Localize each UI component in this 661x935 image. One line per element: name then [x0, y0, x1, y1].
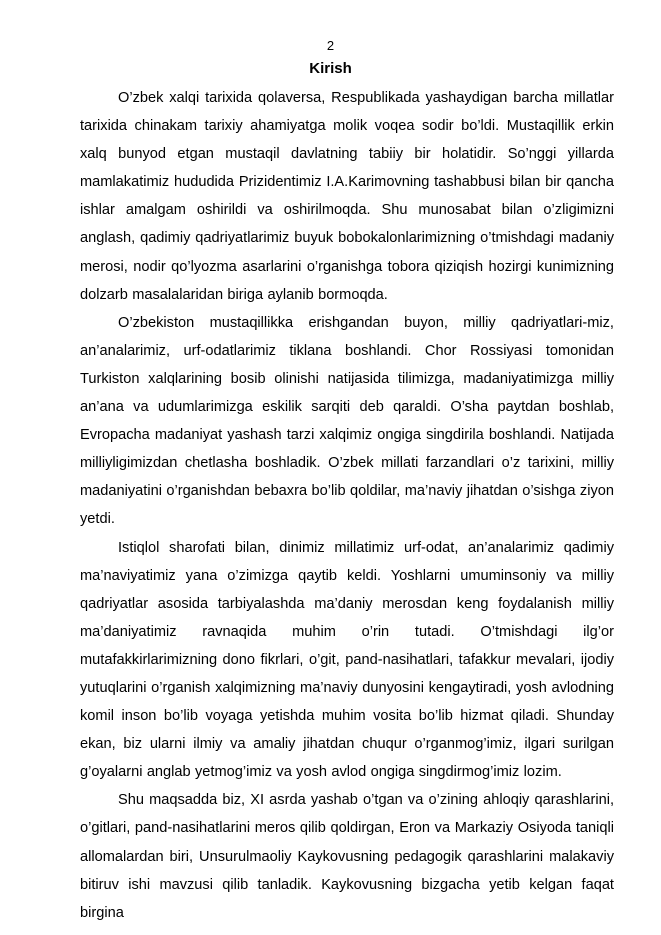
paragraph: Istiqlol sharofati bilan, dinimiz millatimiz urf-odat, an’analarimiz qadimiy ma’naviyatimiz yana o’zimizga qaytib keldi. Yoshlarni umuminsoniy va milliy qadriyatlar asosida tarbiyalashda ma’daniy merosdan keng foydalanish milliy ma’daniyatimiz ravnaqida muhim o’rin tutadi. O’tmishdagi ilg’or mutafakkirlarimizning dono fikrlari, o’git, pand-nasihatlari, tafakkur mevalari, ijodiy yutuqlarini o’rganish xalqimizning ma’naviy dunyosini kengaytiradi, yosh avlodning komil inson bo’lib voyaga yetishda muhim vosita bo’lib hizmat qiladi. Shunday ekan, biz ularni ilmiy va amaliy jihatdan chuqur o’rganmog’imiz, ilgari surilgan g’oyalarni anglab yetmog’imiz va yosh avlod ongiga singdirmog’imiz lozim.	[80, 539, 614, 781]
page-number: 2	[326, 38, 335, 53]
paragraph: Shu maqsadda biz, XI asrda yashab o’tgan va o’zining ahloqiy qarashlarini, o’gitlari, pand-nasihatlarini meros qilib qoldirgan, Eron va Markaziy Osiyoda taniqli allomalardan biri, Unsurulmaoliy Kaykovusning pedagogik qarashlarini malakaviy bitiruv ishi mavzusi qilib tanladik. Kaykovusning bizgacha yetib kelgan faqat birgina	[80, 792, 614, 921]
section-heading: Kirish	[309, 60, 352, 77]
paragraph: O’zbek xalqi tarixida qolaversa, Respublikada yashaydigan barcha millatlar tarixida chinakam tarixiy ahamiyatga molik voqea sodir bo’ldi. Mustaqillik erkin xalq bunyod etgan mustaqil davlatning tabiiy bir holatidir. So’nggi yillarda mamlakatimiz hududida Prizidentimiz I.A.Karimovning tashabbusi bilan bir qancha ishlar amalgam oshirildi va oshirilmoqda. Shu munosabat bilan o’zligimizni anglash, qadimiy qadriyatlarimiz buyuk bobokalonlarimizning o’tmishdagi madaniy merosi, nodir qo’lyozma asarlarini o’rganishga tobora qiziqish hozirgi kunimizning dolzarb masalalaridan biriga aylanib bormoqda.	[80, 90, 614, 303]
body-text	[80, 84, 614, 927]
paragraph: O’zbekiston mustaqillikka erishgandan buyon, milliy qadriyatlari-miz, an’analarimiz, urf-odatlarimiz tiklana boshlandi. Chor Rossiyasi tomonidan Turkiston xalqlarining bosib olinishi natijasida tilimizga, madaniyatimizga milliy an’ana va udumlarimizga eskilik sarqiti deb qaraldi. O’sha paytdan boshlab, Evropacha madaniyat yashash tarzi xalqimiz ongiga singdirila boshlandi. Natijada milliyligimizdan chetlasha boshladik. O’zbek millati farzandlari o’z tarixini, milliy madaniyatini o’rganishdan bebaxra bo’lib qoldilar, ma’naviy jihatdan o’sishga ziyon yetdi.	[80, 314, 614, 528]
